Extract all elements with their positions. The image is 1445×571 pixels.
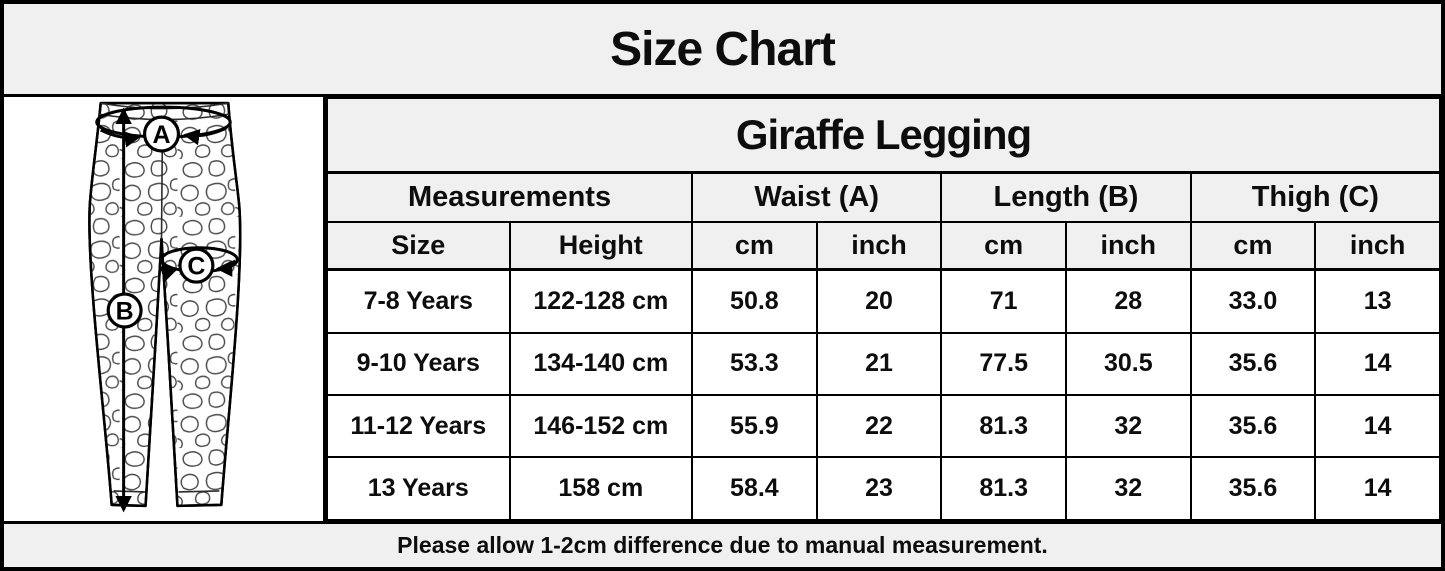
group-length: Length (B)	[941, 172, 1190, 222]
marker-a	[145, 117, 179, 151]
size-table-panel	[326, 97, 1441, 521]
subheader-height: Height	[510, 222, 693, 269]
size-cell: 13 Years	[327, 457, 510, 520]
length-cm-cell: 71	[941, 269, 1066, 333]
waist-cm-cell: 50.8	[692, 269, 817, 333]
waist-cm-cell: 53.3	[692, 333, 817, 395]
column-group-row	[327, 172, 1440, 222]
group-measurements: Measurements	[327, 172, 692, 222]
table-row-13-years	[327, 457, 1440, 520]
length-inch-cell: 32	[1066, 395, 1191, 457]
marker-c	[180, 249, 213, 282]
subheader-length-cm: cm	[941, 222, 1066, 269]
table-row-11-12-years	[327, 395, 1440, 457]
thigh-inch-cell: 14	[1315, 333, 1440, 395]
waist-cm-cell: 58.4	[692, 457, 817, 520]
subheader-waist-inch: inch	[817, 222, 942, 269]
thigh-cm-cell: 33.0	[1191, 269, 1316, 333]
product-header-row	[327, 98, 1440, 172]
page-title: Size Chart	[610, 22, 835, 76]
thigh-cm-cell: 35.6	[1191, 457, 1316, 520]
length-inch-cell: 30.5	[1066, 333, 1191, 395]
waist-inch-cell: 20	[817, 269, 942, 333]
subheader-thigh-inch: inch	[1315, 222, 1440, 269]
subheader-length-inch: inch	[1066, 222, 1191, 269]
group-thigh: Thigh (C)	[1191, 172, 1440, 222]
length-cm-cell: 77.5	[941, 333, 1066, 395]
length-inch-cell: 28	[1066, 269, 1191, 333]
waist-inch-cell: 21	[817, 333, 942, 395]
table-row-9-10-years	[327, 333, 1440, 395]
size-cell: 7-8 Years	[327, 269, 510, 333]
table-row-7-8-years	[327, 269, 1440, 333]
leggings-illustration	[4, 97, 323, 521]
footer-note-bar	[4, 521, 1441, 567]
height-cell: 158 cm	[510, 457, 693, 520]
height-cell: 122-128 cm	[510, 269, 693, 333]
length-cm-cell: 81.3	[941, 395, 1066, 457]
marker-a-label: A	[152, 121, 171, 150]
length-cm-cell: 81.3	[941, 457, 1066, 520]
product-name: Giraffe Legging	[327, 98, 1440, 172]
main-area	[4, 97, 1441, 521]
thigh-cm-cell: 35.6	[1191, 395, 1316, 457]
waist-inch-cell: 23	[817, 457, 942, 520]
size-cell: 9-10 Years	[327, 333, 510, 395]
height-cell: 146-152 cm	[510, 395, 693, 457]
waist-inch-cell: 22	[817, 395, 942, 457]
subheader-thigh-cm: cm	[1191, 222, 1316, 269]
thigh-inch-cell: 14	[1315, 457, 1440, 520]
thigh-cm-cell: 35.6	[1191, 333, 1316, 395]
length-inch-cell: 32	[1066, 457, 1191, 520]
size-table	[326, 97, 1441, 521]
diagram-panel	[4, 97, 326, 521]
marker-b	[108, 294, 141, 327]
column-subheader-row	[327, 222, 1440, 269]
thigh-inch-cell: 13	[1315, 269, 1440, 333]
subheader-size: Size	[327, 222, 510, 269]
waist-cm-cell: 55.9	[692, 395, 817, 457]
title-bar	[4, 4, 1441, 97]
measurement-disclaimer: Please allow 1-2cm difference due to manual measurement.	[397, 532, 1048, 558]
group-waist: Waist (A)	[692, 172, 941, 222]
subheader-waist-cm: cm	[692, 222, 817, 269]
size-cell: 11-12 Years	[327, 395, 510, 457]
thigh-inch-cell: 14	[1315, 395, 1440, 457]
marker-c-label: C	[187, 252, 206, 281]
marker-b-label: B	[115, 297, 134, 326]
height-cell: 134-140 cm	[510, 333, 693, 395]
